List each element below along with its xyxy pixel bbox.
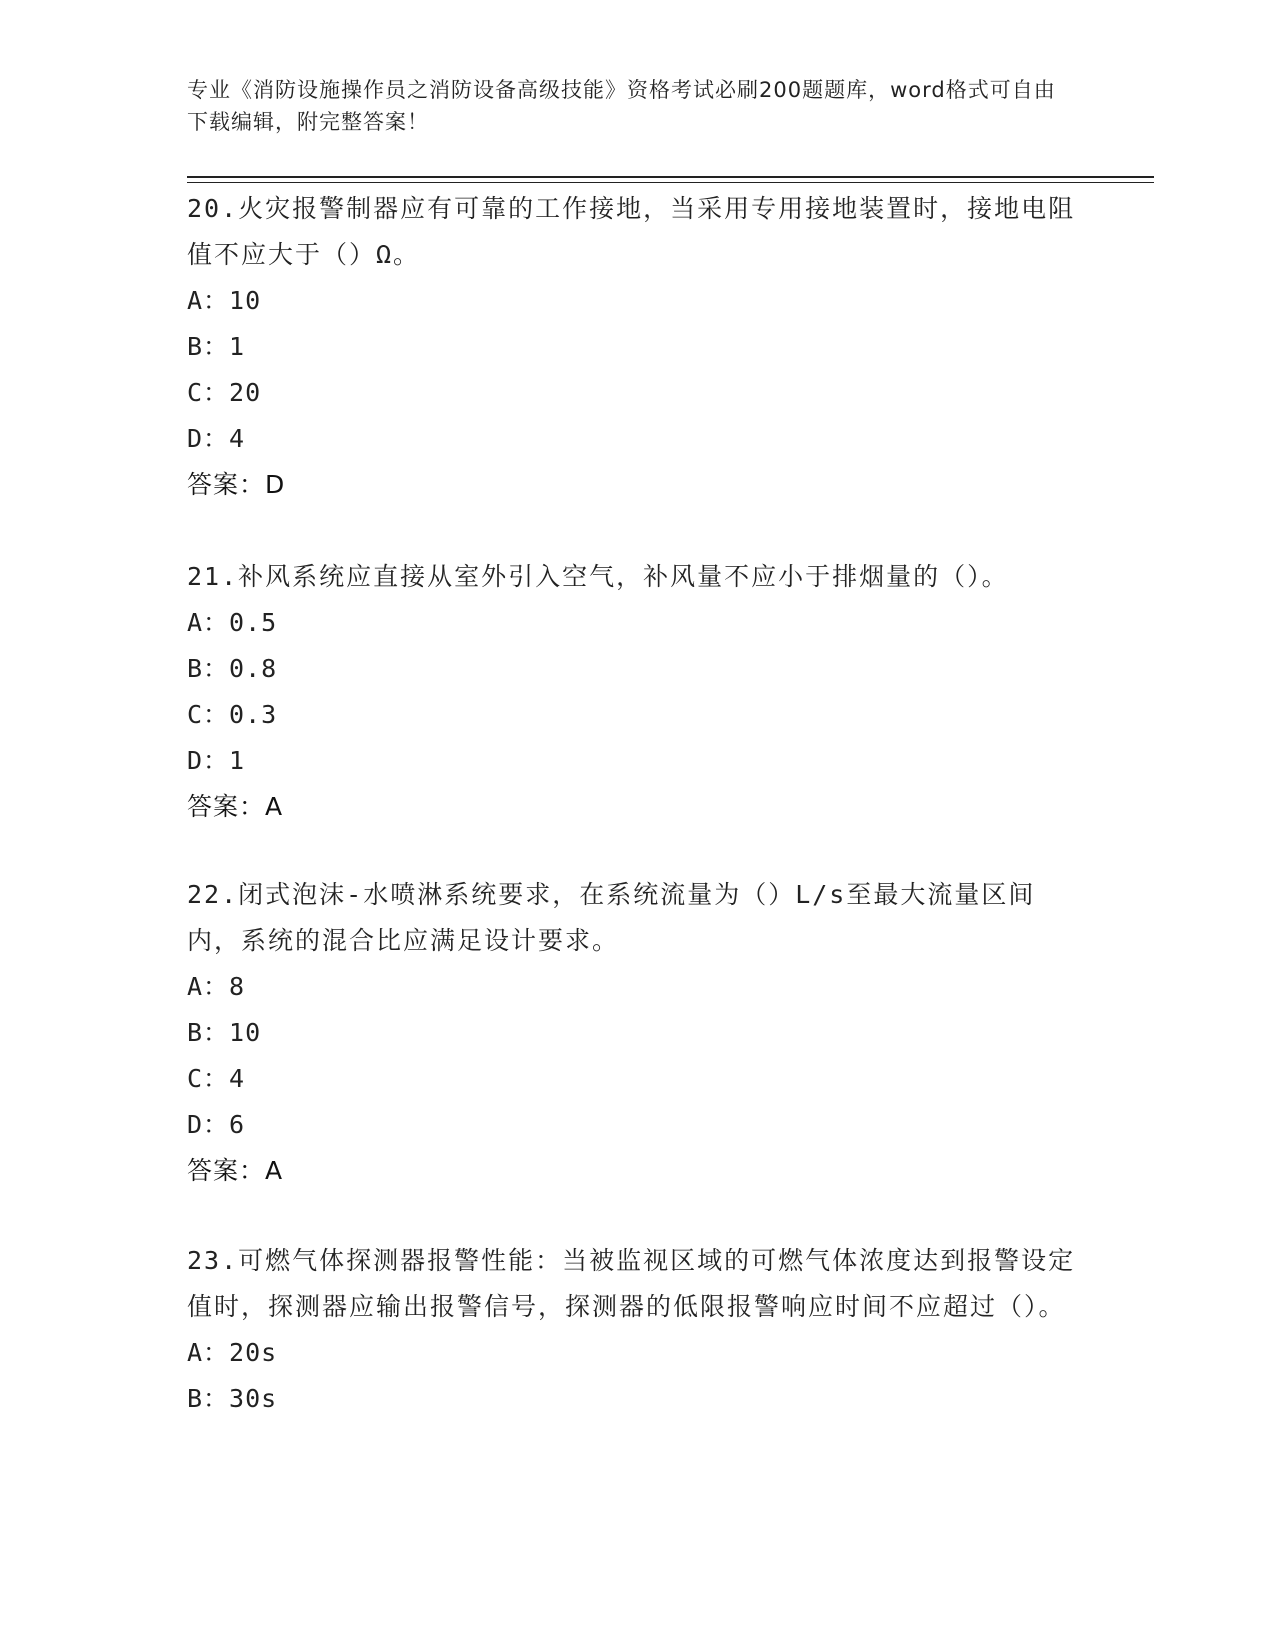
- option-b: B：30s: [187, 1384, 278, 1413]
- header-divider-thick: [187, 176, 1154, 178]
- question-text: 23.可燃气体探测器报警性能：当被监视区域的可燃气体浓度达到报警设定值时，探测器应输出报警信号，探测器的低限报警响应时间不应超过（）。: [187, 1246, 1076, 1321]
- option-b: B：10: [187, 1018, 262, 1047]
- answer: 答案：A: [187, 792, 284, 821]
- option-a: A：20s: [187, 1338, 278, 1367]
- option-b: B：0.8: [187, 654, 278, 683]
- option-c: C：4: [187, 1064, 246, 1093]
- option-d: D：1: [187, 746, 246, 775]
- question-20: [187, 186, 1087, 508]
- question-23: [187, 1238, 1087, 1422]
- option-c: C：0.3: [187, 700, 278, 729]
- document-intro: 专业《消防设施操作员之消防设备高级技能》资格考试必刷200题题库，word格式可自由下载编辑，附完整答案！: [187, 78, 1056, 134]
- option-a: A：8: [187, 972, 246, 1001]
- question-text: 21.补风系统应直接从室外引入空气，补风量不应小于排烟量的（）。: [187, 562, 1009, 591]
- option-d: D：6: [187, 1110, 246, 1139]
- answer: 答案：A: [187, 1156, 284, 1185]
- question-text: 20.火灾报警制器应有可靠的工作接地，当采用专用接地装置时，接地电阻值不应大于（）Ω。: [187, 194, 1076, 269]
- question-21: [187, 554, 1087, 830]
- question-text: 22.闭式泡沫-水喷淋系统要求，在系统流量为（）L/s至最大流量区间内，系统的混合比应满足设计要求。: [187, 880, 1036, 955]
- header-divider-thin: [187, 182, 1154, 183]
- option-b: B：1: [187, 332, 246, 361]
- option-a: A：0.5: [187, 608, 278, 637]
- answer: 答案：D: [187, 470, 286, 499]
- option-d: D：4: [187, 424, 246, 453]
- option-c: C：20: [187, 378, 262, 407]
- option-a: A：10: [187, 286, 262, 315]
- question-22: [187, 872, 1087, 1194]
